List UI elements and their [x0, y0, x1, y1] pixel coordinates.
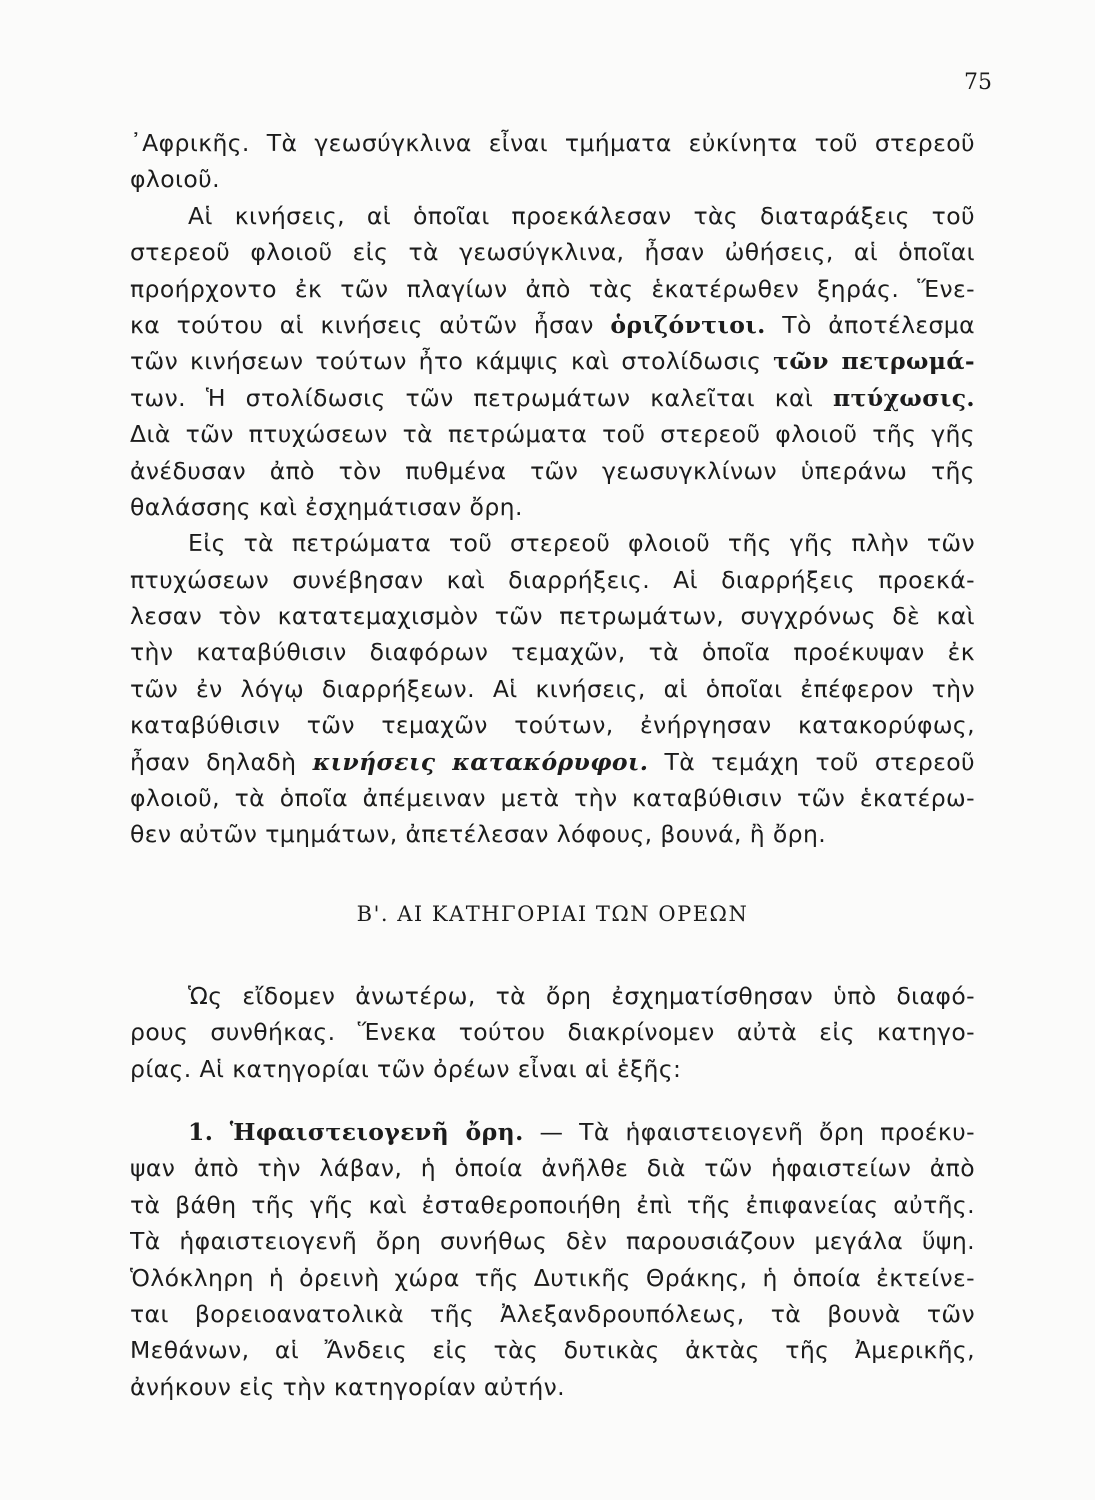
text-line: θεν αὐτῶν τμημάτων, ἀπετέλεσαν λόφους, βουνά, ἢ ὄρη. [130, 820, 827, 849]
text-segment: Τὰ τεμάχη τοῦ στερεοῦ [664, 747, 975, 776]
text-line: Τὰ ἡφαιστειογενῆ ὄρη συνήθως δὲν παρουσιάζουν μεγάλα ὕψη. [130, 1227, 975, 1256]
text-line [130, 380, 975, 416]
text-segment: — Τὰ ἡφαιστειογενῆ ὄρη προέκυ- [539, 1118, 975, 1146]
text-line: ται βορειοανατολικὰ τῆς Ἀλεξανδρουπόλεως, τὰ βουνὰ τῶν [130, 1299, 975, 1328]
text-block-categories-intro [130, 978, 975, 1087]
text-line: λεσαν τὸν κατατεμαχισμὸν τῶν πετρωμάτων, συγχρόνως δὲ καὶ [130, 602, 975, 631]
text-line: ψαν ἀπὸ τὴν λάβαν, ἡ ὁποία ἀνῆλθε διὰ τῶν ἡφαιστείων ἀπὸ [130, 1154, 975, 1183]
text-line: τὴν καταβύθισιν διαφόρων τεμαχῶν, τὰ ὁποῖα προέκυψαν ἐκ [130, 638, 975, 667]
text-line: φλοιοῦ. [130, 165, 220, 194]
text-line: ρους συνθήκας. Ἕνεκα τούτου διακρίνομεν αὐτὰ εἰς κατηγο- [130, 1018, 975, 1047]
text-line: τὰ βάθη τῆς γῆς καὶ ἐσταθεροποιήθη ἐπὶ τῆς ἐπιφανείας αὐτῆς. [130, 1190, 975, 1219]
term-horizontal: ὁριζόντιοι. [610, 310, 766, 339]
text-line [130, 1114, 975, 1150]
text-line [130, 307, 975, 343]
text-line: στερεοῦ φλοιοῦ εἰς τὰ γεωσύγκλινα, ἦσαν ὠθήσεις, αἱ ὁποῖαι [130, 238, 975, 267]
text-line: ἀνήκουν εἰς τὴν κατηγορίαν αὐτήν. [130, 1372, 566, 1401]
text-segment: Τὸ ἀποτέλεσμα [782, 310, 975, 339]
text-line [130, 343, 975, 379]
text-line: Μεθάνων, αἱ Ἄνδεις εἰς τὰς δυτικὰς ἀκτὰς τῆς Ἀμερικῆς, [130, 1336, 975, 1365]
text-line: τῶν ἐν λόγῳ διαρρήξεων. Αἱ κινήσεις, αἱ ὁποῖαι ἐπέφερον τὴν [130, 674, 975, 703]
text-line [130, 744, 975, 780]
text-line: καταβύθισιν τῶν τεμαχῶν τούτων, ἐνήργησαν κατακορύφως, [130, 711, 975, 740]
subheading-volcanic-mountains: 1. Ἡφαιστειογενῆ ὄρη. [188, 1118, 524, 1146]
page-number: 75 [964, 70, 992, 95]
text-segment: των. Ἡ στολίδωσις τῶν πετρωμάτων καλεῖται καὶ [130, 383, 814, 412]
text-line: φλοιοῦ, τὰ ὁποῖα ἀπέμειναν μετὰ τὴν καταβύθισιν τῶν ἑκατέρω- [130, 784, 975, 813]
text-line: Εἰς τὰ πετρώματα τοῦ στερεοῦ φλοιοῦ τῆς γῆς πλὴν τῶν [188, 529, 975, 558]
section-heading: Β'. ΑΙ ΚΑΤΗΓΟΡΙΑΙ ΤΩΝ ΟΡΕΩΝ [356, 902, 749, 926]
text-line: Διὰ τῶν πτυχώσεων τὰ πετρώματα τοῦ στερεοῦ φλοιοῦ τῆς γῆς [130, 420, 975, 449]
text-line: ἀνέδυσαν ἀπὸ τὸν πυθμένα τῶν γεωσυγκλίνων ὑπεράνω τῆς [130, 456, 975, 485]
text-line: προήρχοντο ἐκ τῶν πλαγίων ἀπὸ τὰς ἑκατέρωθεν ξηράς. Ἕνε- [130, 274, 975, 303]
term-vertical-movements: κινήσεις κατακόρυφοι. [312, 747, 649, 776]
text-line: πτυχώσεων συνέβησαν καὶ διαρρήξεις. Αἱ διαρρήξεις προεκά- [130, 565, 975, 594]
text-line: ᾿Αφρικῆς. Τὰ γεωσύγκλινα εἶναι τμήματα εὐκίνητα τοῦ στερεοῦ [130, 129, 975, 157]
term-of-rocks: τῶν πετρωμά- [773, 347, 975, 376]
text-line: Ὁλόκληρη ἡ ὀρεινὴ χώρα τῆς Δυτικῆς Θράκης, ἡ ὁποία ἐκτείνε- [130, 1263, 975, 1292]
text-line: θαλάσσης καὶ ἐσχημάτισαν ὄρη. [130, 492, 523, 521]
text-line: Ὡς εἴδομεν ἀνωτέρω, τὰ ὄρη ἐσχηματίσθησαν ὑπὸ διαφό- [188, 982, 975, 1010]
text-line: ρίας. Αἱ κατηγορίαι τῶν ὀρέων εἶναι αἱ ἑξῆς: [130, 1054, 682, 1083]
text-segment: ἦσαν δηλαδὴ [130, 747, 297, 776]
text-segment: τῶν κινήσεων τούτων ἦτο κάμψις καὶ στολίδωσις [130, 347, 762, 376]
text-block-volcanic-mountains [130, 1114, 975, 1405]
text-block-folding-faulting [130, 125, 975, 853]
text-line: Αἱ κινήσεις, αἱ ὁποῖαι προεκάλεσαν τὰς διαταράξεις τοῦ [188, 201, 975, 230]
term-folding: πτύχωσις. [833, 383, 975, 412]
text-segment: κα τούτου αἱ κινήσεις αὐτῶν ἦσαν [130, 310, 594, 339]
